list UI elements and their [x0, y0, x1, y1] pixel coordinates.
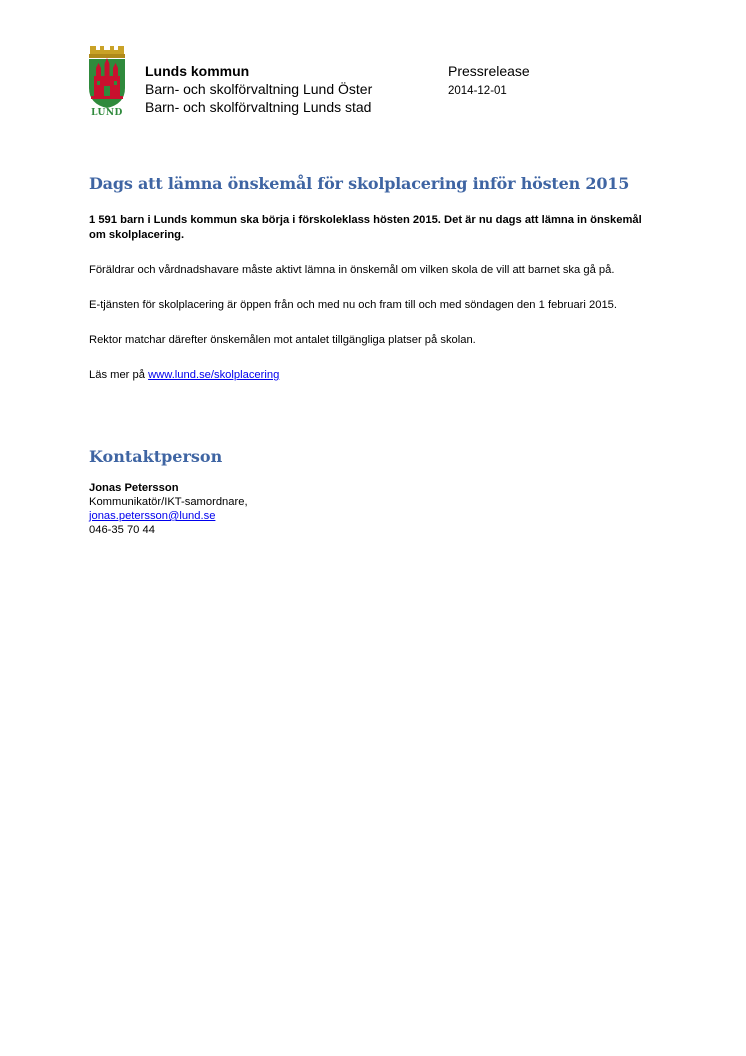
release-info — [448, 62, 530, 100]
article-title: Dags att lämna önskemål för skolplacering inför hösten 2015 — [89, 174, 630, 193]
skolplacering-link[interactable]: www.lund.se/skolplacering — [148, 369, 280, 381]
paragraph-parents: Föräldrar och vårdnadshavare måste aktivt lämna in önskemål om vilken skola de vill att barnet ska gå på. — [89, 264, 615, 276]
contact-name: Jonas Petersson — [89, 482, 179, 494]
department-line-1: Barn- och skolförvaltning Lund Öster — [145, 81, 373, 97]
paragraph-eservice: E-tjänsten för skolplacering är öppen från och med nu och fram till och med söndagen den 1 februari 2015. — [89, 299, 617, 311]
department-line-2: Barn- och skolförvaltning Lunds stad — [145, 99, 372, 115]
document-type: Pressrelease — [448, 63, 530, 79]
organization-block — [145, 62, 372, 116]
contact-block — [89, 481, 661, 537]
readmore-prefix: Läs mer på — [89, 369, 149, 381]
release-date: 2014-12-01 — [448, 85, 507, 97]
contact-phone: 046-35 70 44 — [89, 524, 155, 536]
paragraph-readmore — [89, 368, 661, 383]
contact-email-link[interactable]: jonas.petersson@lund.se — [89, 510, 216, 522]
org-name: Lunds kommun — [145, 63, 250, 79]
contact-heading: Kontaktperson — [89, 447, 223, 466]
article-body — [89, 172, 661, 537]
lund-coat-of-arms-logo — [86, 44, 128, 122]
contact-role: Kommunikatör/IKT-samordnare, — [89, 496, 248, 508]
article-lead: 1 591 barn i Lunds kommun ska börja i förskoleklass hösten 2015. Det är nu dags att lämna in önskemål om skolplacering. — [89, 214, 642, 241]
paragraph-principal: Rektor matchar därefter önskemålen mot antalet tillgängliga platser på skolan. — [89, 334, 476, 346]
logo-wordmark: LUND — [91, 108, 123, 118]
